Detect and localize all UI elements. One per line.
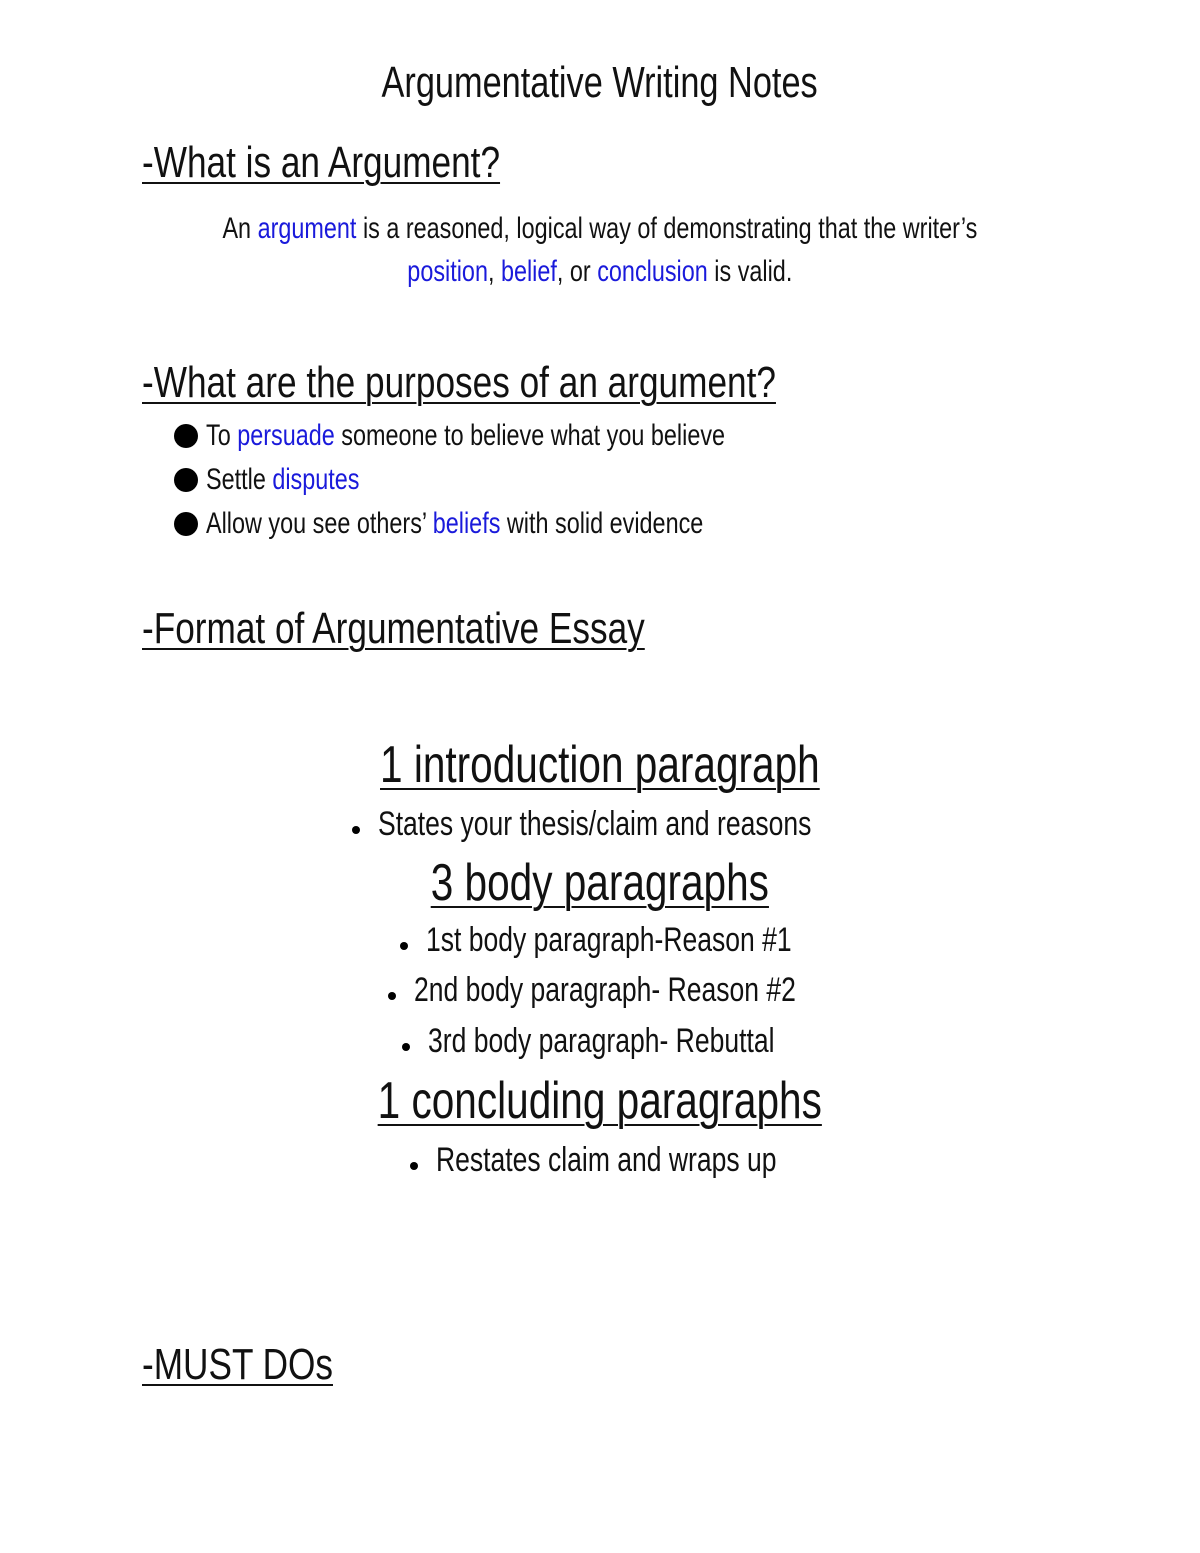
definition-line-2: position, belief, or conclusion is valid. [407, 255, 793, 288]
heading-must-dos: -MUST DOs [142, 1340, 333, 1389]
term-persuade: persuade [237, 419, 335, 452]
term-belief: belief [501, 255, 558, 288]
bullet-icon [352, 826, 360, 834]
bullet-icon [400, 942, 408, 950]
heading-purposes: -What are the purposes of an argument? [142, 358, 776, 407]
list-item: Restates claim and wraps up [410, 1138, 873, 1182]
bullet-icon [174, 512, 198, 536]
bullet-icon [174, 424, 198, 448]
intro-paragraph-title: 1 introduction paragraph [380, 736, 820, 794]
list-item: Allow you see others’ beliefs with solid evidence [174, 502, 871, 546]
list-item: 1st body paragraph-Reason #1 [400, 918, 895, 962]
definition-line-1: An argument is a reasoned, logical way of demonstrating that the writer’s [222, 212, 978, 245]
page-title: Argumentative Writing Notes [381, 58, 819, 107]
heading-what-is-argument: -What is an Argument? [142, 138, 501, 187]
bullet-icon [410, 1162, 418, 1170]
body-paragraphs-title: 3 body paragraphs [430, 854, 770, 912]
list-item: To persuade someone to believe what you believe [174, 414, 871, 458]
bullet-icon [388, 992, 396, 1000]
list-item: Settle disputes [174, 458, 871, 502]
term-beliefs: beliefs [432, 507, 501, 540]
list-item: States your thesis/claim and reasons [352, 802, 934, 846]
term-argument: argument [257, 212, 357, 245]
term-disputes: disputes [272, 463, 360, 496]
term-conclusion: conclusion [597, 255, 708, 288]
list-item: 2nd body paragraph- Reason #2 [388, 968, 904, 1012]
term-position: position [407, 255, 489, 288]
heading-format: -Format of Argumentative Essay [142, 604, 645, 653]
purposes-list [174, 414, 871, 546]
list-item: 3rd body paragraph- Rebuttal [402, 1019, 872, 1063]
bullet-icon [174, 468, 198, 492]
bullet-icon [402, 1043, 410, 1051]
concluding-paragraphs-title: 1 concluding paragraphs [377, 1072, 823, 1130]
